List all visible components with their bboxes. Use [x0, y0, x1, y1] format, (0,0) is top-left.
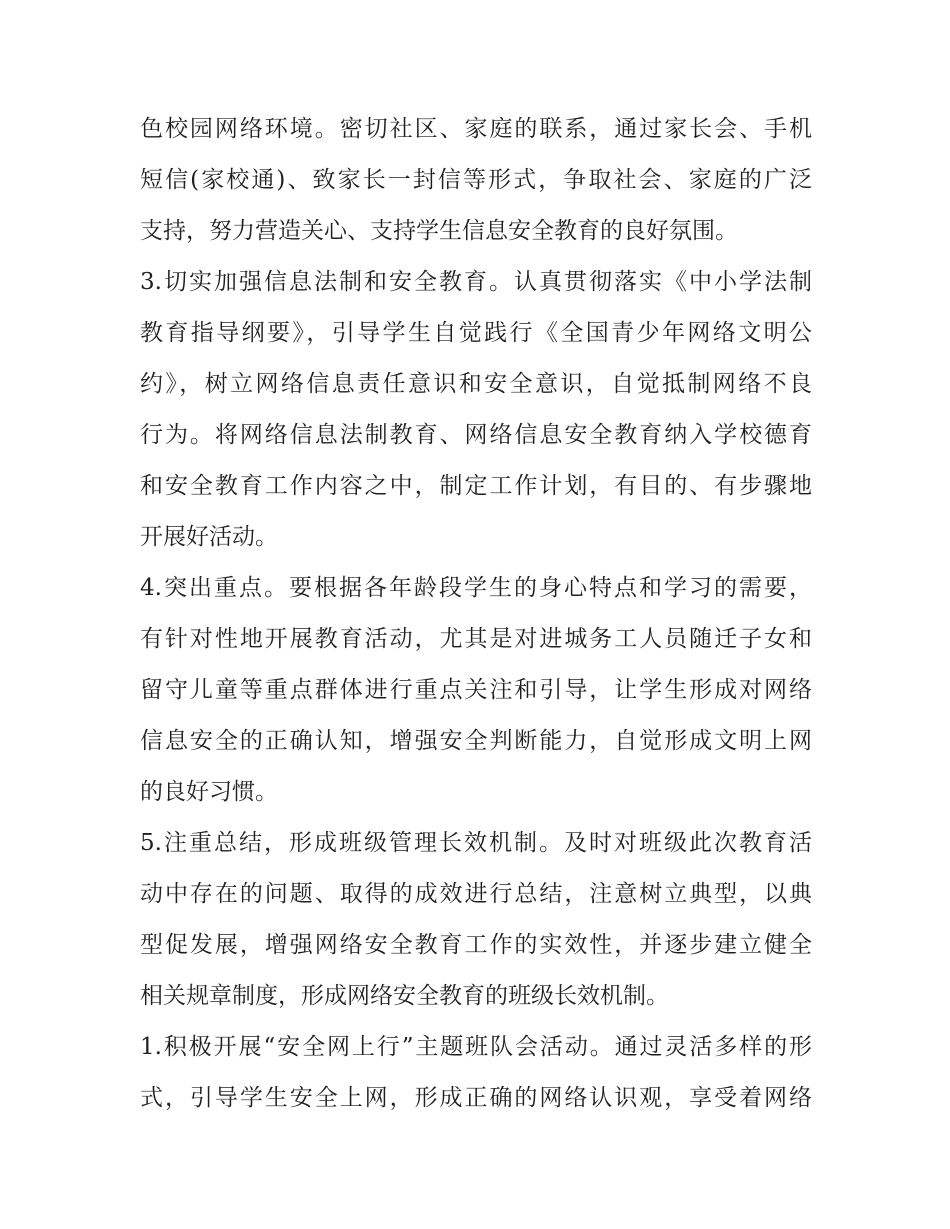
- text-line: 信息安全的正确认知，增强安全判断能力，自觉形成文明上网: [140, 728, 812, 754]
- text-line: 5.注重总结，形成班级管理长效机制。及时对班级此次教育活: [140, 830, 812, 856]
- text-line: 相关规章制度，形成网络安全教育的班级长效机制。: [140, 983, 669, 1009]
- text-line: 有针对性地开展教育活动，尤其是对进城务工人员随迁子女和: [140, 626, 812, 652]
- text-line: 的良好习惯。: [140, 779, 278, 805]
- text-line: 式，引导学生安全上网，形成正确的网络认识观，享受着网络: [140, 1085, 812, 1111]
- document-body: [140, 104, 812, 1124]
- text-line: 留守儿童等重点群体进行重点关注和引导，让学生形成对网络: [140, 677, 812, 703]
- text-line: 动中存在的问题、取得的成效进行总结，注意树立典型，以典: [140, 881, 812, 907]
- text-line: 短信(家校通)、致家长一封信等形式，争取社会、家庭的广泛: [140, 167, 812, 193]
- text-line: 和安全教育工作内容之中，制定工作计划，有目的、有步骤地: [140, 473, 812, 499]
- text-line: 色校园网络环境。密切社区、家庭的联系，通过家长会、手机: [140, 116, 812, 142]
- text-line: 1.积极开展“安全网上行”主题班队会活动。通过灵活多样的形: [140, 1034, 812, 1060]
- text-line: 行为。将网络信息法制教育、网络信息安全教育纳入学校德育: [140, 422, 812, 448]
- text-line: 3.切实加强信息法制和安全教育。认真贯彻落实《中小学法制: [140, 269, 812, 295]
- text-line: 型促发展，增强网络安全教育工作的实效性，并逐步建立健全: [140, 932, 812, 958]
- text-line: 4.突出重点。要根据各年龄段学生的身心特点和学习的需要，: [140, 575, 812, 601]
- text-line: 开展好活动。: [140, 524, 278, 550]
- text-line: 约》，树立网络信息责任意识和安全意识，自觉抵制网络不良: [140, 371, 812, 397]
- text-line: 教育指导纲要》，引导学生自觉践行《全国青少年网络文明公: [140, 320, 812, 346]
- text-line: 支持，努力营造关心、支持学生信息安全教育的良好氛围。: [140, 218, 738, 244]
